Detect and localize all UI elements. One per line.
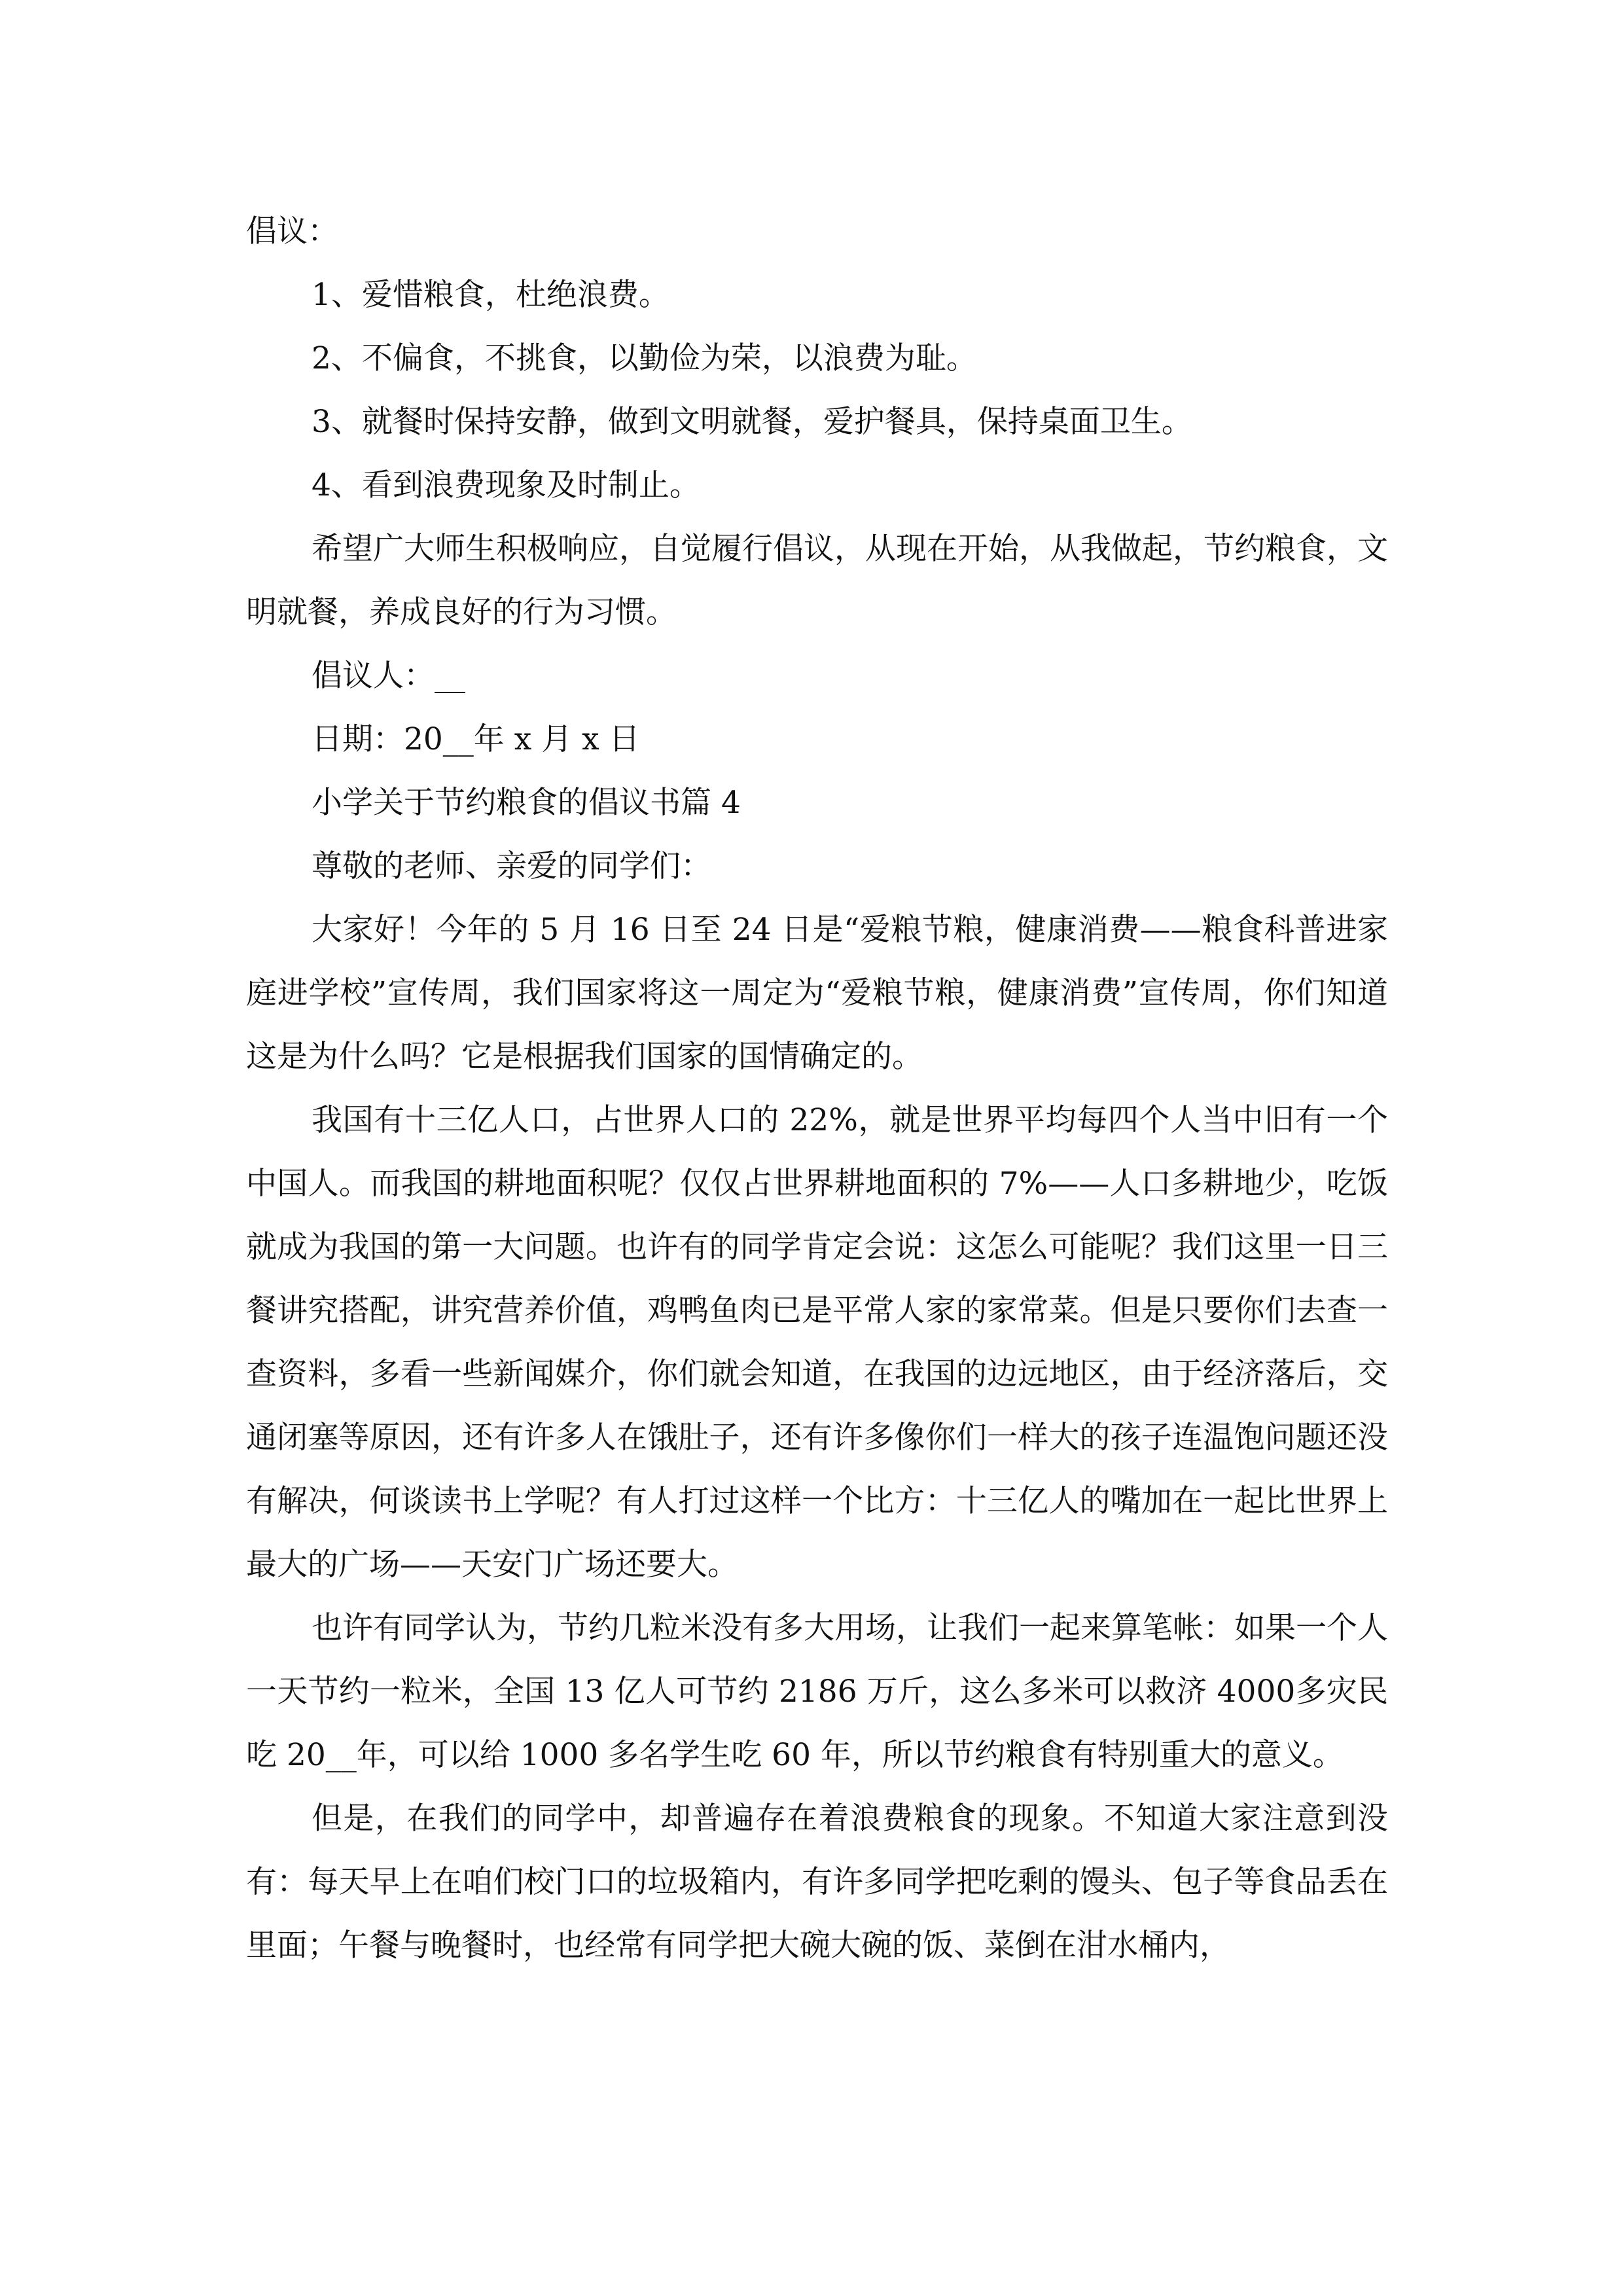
closing-paragraph: 希望广大师生积极响应，自觉履行倡议，从现在开始，从我做起，节约粮食，文明就餐，养成良好的行为习惯。 xyxy=(246,531,1388,630)
initiative-item-2: 2、不偏食，不挑食，以勤俭为荣，以浪费为耻。 xyxy=(312,340,977,376)
body-paragraph-1: 大家好！今年的 5 月 16 日至 24 日是“爱粮节粮，健康消费——粮食科普进家庭进学校”宣传周，我们国家将这一周定为“爱粮节粮，健康消费”宣传周，你们知道这是为什么吗？它是根据我们国家的国情确定的。 xyxy=(246,912,1388,1075)
document-body xyxy=(246,200,1388,1977)
body-paragraph-4: 但是，在我们的同学中，却普遍存在着浪费粮食的现象。不知道大家注意到没有：每天早上在咱们校门口的垃圾箱内，有许多同学把吃剩的馒头、包子等食品丢在里面；午餐与晚餐时，也经常有同学把大碗大碗的饭、菜倒在泔水桶内， xyxy=(246,1801,1388,1964)
signer-line: 倡议人：__ xyxy=(312,658,465,694)
initiative-item-3: 3、就餐时保持安静，做到文明就餐，爱护餐具，保持桌面卫生。 xyxy=(312,404,1192,440)
body-paragraph-3: 也许有同学认为，节约几粒米没有多大用场，让我们一起来算笔帐：如果一个人一天节约一粒米，全国 13 亿人可节约 2186 万斤，这么多米可以救济 4000多灾民吃 20__年，可以给 1000 多名学生吃 60 年，所以节约粮食有特别重大的意义。 xyxy=(246,1610,1388,1773)
body-paragraph-2: 我国有十三亿人口，占世界人口的 22%，就是世界平均每四个人当中旧有一个中国人。而我国的耕地面积呢？仅仅占世界耕地面积的 7%——人口多耕地少，吃饭就成为我国的第一大问题。也许有的同学肯定会说：这怎么可能呢？我们这里一日三餐讲究搭配，讲究营养价值，鸡鸭鱼肉已是平常人家的家常菜。但是只要你们去查一查资料，多看一些新闻媒介，你们就会知道，在我国的边远地区，由于经济落后，交通闭塞等原因，还有许多人在饿肚子，还有许多像你们一样大的孩子连温饱问题还没有解决，何谈读书上学呢？有人打过这样一个比方：十三亿人的嘴加在一起比世界上最大的广场——天安门广场还要大。 xyxy=(246,1102,1388,1583)
salutation: 尊敬的老师、亲爱的同学们： xyxy=(312,848,711,884)
initiative-lead: 倡议： xyxy=(246,213,338,249)
section-title: 小学关于节约粮食的倡议书篇 4 xyxy=(312,785,741,821)
initiative-item-4: 4、看到浪费现象及时制止。 xyxy=(312,467,700,503)
initiative-item-1: 1、爱惜粮食，杜绝浪费。 xyxy=(312,277,669,313)
date-line: 日期：20__年 x 月 x 日 xyxy=(312,721,640,757)
